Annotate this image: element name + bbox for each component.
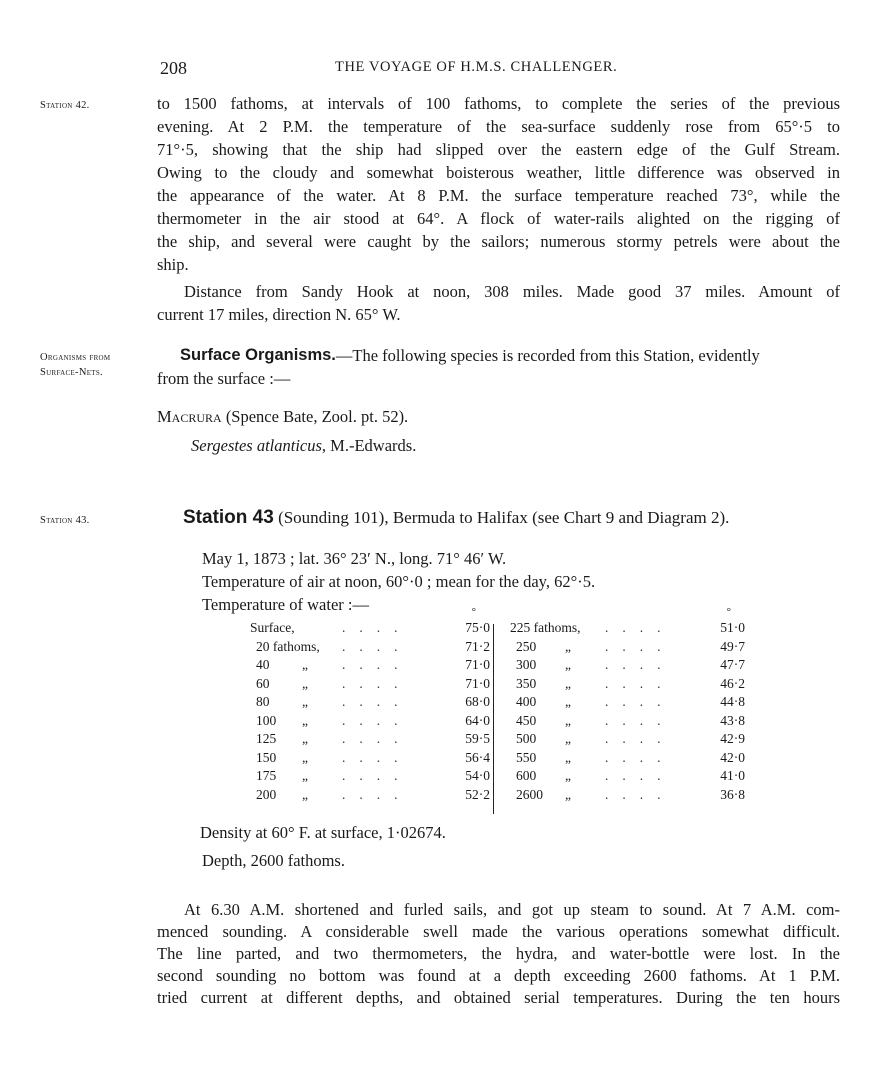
temperature-unit: „ — [565, 731, 571, 746]
para1-line: 71°·5, showing that the ship had slipped over the eastern edge of the Gulf Stream. — [157, 140, 840, 159]
temperature-unit: „ — [565, 712, 571, 728]
temperature-row — [510, 657, 745, 676]
temperature-unit: „ — [565, 768, 571, 783]
station-43-heading — [183, 507, 843, 529]
surface-organisms-line-2: from the surface :— — [157, 369, 291, 388]
page-number: 208 — [160, 58, 187, 78]
leader-dots: .... — [342, 731, 412, 746]
species-line — [191, 436, 416, 456]
temperature-depth: 300 — [516, 657, 537, 672]
temperature-value: 42·0 — [720, 749, 745, 765]
temperature-unit: „ — [302, 786, 308, 802]
temperature-depth: 250 — [516, 638, 537, 654]
temperature-unit: „ — [565, 786, 571, 802]
leader-dots: .... — [342, 657, 412, 672]
temperature-depth: 350 — [516, 675, 537, 691]
para1-line: to 1500 fathoms, at intervals of 100 fathoms, to complete the series of the previous — [157, 94, 840, 113]
temperature-unit: „ — [565, 638, 571, 654]
temperature-unit: „ — [565, 657, 571, 672]
temperature-depth: Surface, — [250, 620, 295, 635]
station-43-air-temp: Temperature of air at noon, 60°·0 ; mean for the day, 62°·5. — [202, 572, 596, 591]
leader-dots: .... — [605, 712, 675, 728]
margin-note-line: Organisms from — [40, 352, 111, 363]
temperature-depth: 500 — [516, 731, 537, 746]
temperature-column-right — [510, 606, 745, 805]
temperature-value: 64·0 — [465, 712, 490, 728]
station-43-density: Density at 60° F. at surface, 1·02674. — [200, 823, 446, 842]
page-header — [160, 58, 660, 80]
station-43-title: Station 43 — [183, 507, 274, 528]
temperature-row — [250, 713, 490, 732]
temperature-row — [250, 639, 490, 658]
surface-organisms-heading: Surface Organisms. — [180, 346, 336, 364]
temperature-depth: 80 — [256, 694, 270, 709]
temperature-unit: „ — [565, 749, 571, 765]
temperature-row — [250, 768, 490, 787]
temperature-row — [510, 768, 745, 787]
para1-line: Owing to the cloudy and somewhat boisterous weather, little difference was observed in — [157, 163, 840, 182]
temperature-row — [510, 750, 745, 769]
leader-dots: .... — [605, 731, 675, 746]
temperature-depth: 400 — [516, 694, 537, 709]
leader-dots: .... — [605, 638, 675, 654]
para1-line: evening. At 2 P.M. the temperature of the sea-surface suddenly rose from 65°·5 to — [157, 117, 840, 136]
temperature-row — [510, 713, 745, 732]
temperature-value: 47·7 — [720, 657, 745, 672]
temperature-column-left — [250, 606, 490, 805]
temperature-value: 52·2 — [465, 786, 490, 802]
running-title: THE VOYAGE OF H.M.S. CHALLENGER. — [335, 59, 618, 75]
temperature-depth: 600 — [516, 768, 537, 783]
margin-note-line: Surface-Nets. — [40, 367, 103, 378]
temperature-unit: „ — [302, 675, 308, 691]
temperature-row — [250, 787, 490, 806]
temperature-depth: 60 — [256, 675, 270, 691]
margin-note-organisms — [40, 350, 110, 380]
temperature-row — [510, 694, 745, 713]
station-43-depth: Depth, 2600 fathoms. — [202, 851, 345, 870]
leader-dots: .... — [605, 768, 675, 783]
para2-line: Distance from Sandy Hook at noon, 308 miles. Made good 37 miles. Amount of — [184, 282, 840, 301]
temperature-value: 51·0 — [720, 620, 745, 635]
temperature-depth: 225 fathoms, — [510, 620, 581, 635]
leader-dots: .... — [605, 786, 675, 802]
leader-dots: .... — [342, 638, 412, 654]
temperature-depth: 200 — [256, 786, 277, 802]
para1-line: thermometer in the air stood at 64°. A flock of water-rails alighted on the rigging of — [157, 209, 840, 228]
temperature-depth: 450 — [516, 712, 537, 728]
leader-dots: .... — [342, 712, 412, 728]
macrura-group: Macrura — [157, 407, 222, 426]
para3-line: At 6.30 A.M. shortened and furled sails, and got up steam to sound. At 7 A.M. com- — [184, 900, 840, 919]
station-43-subtitle: (Sounding 101), Bermuda to Halifax (see Chart 9 and Diagram 2). — [273, 508, 730, 527]
temperature-value: 42·9 — [720, 731, 745, 746]
macrura-line — [157, 407, 408, 427]
temperature-table — [250, 606, 750, 820]
margin-note-station-43: Station 43. — [40, 515, 90, 526]
temperature-row — [510, 731, 745, 750]
temperature-row — [510, 787, 745, 806]
leader-dots: .... — [605, 657, 675, 672]
para3-line: The line parted, and two thermometers, the hydra, and water-bottle were lost. In the — [157, 944, 840, 963]
temperature-value: 68·0 — [465, 694, 490, 709]
temperature-value: 41·0 — [720, 768, 745, 783]
temperature-row — [510, 676, 745, 695]
leader-dots: .... — [342, 620, 412, 635]
leader-dots: .... — [605, 620, 675, 635]
station-43-date: May 1, 1873 ; lat. 36° 23′ N., long. 71° 46′ W. — [202, 549, 507, 568]
temperature-value: 71·0 — [465, 675, 490, 691]
leader-dots: .... — [605, 749, 675, 765]
para2-line: current 17 miles, direction N. 65° W. — [157, 305, 401, 324]
temperature-row — [250, 606, 490, 639]
species-authority: , M.-Edwards. — [321, 436, 417, 455]
temperature-depth: 175 — [256, 768, 277, 783]
table-divider — [493, 624, 494, 814]
temperature-value: 44·8 — [720, 694, 745, 709]
temperature-unit: „ — [302, 657, 308, 672]
leader-dots: .... — [342, 768, 412, 783]
temperature-value: 71·0 — [465, 657, 490, 672]
leader-dots: .... — [605, 694, 675, 709]
para3-line: second sounding no bottom was found at a depth exceeding 2600 fathoms. At 1 P.M. — [157, 966, 840, 985]
para1-line: the appearance of the water. At 8 P.M. the surface temperature reached 73°, while the — [157, 186, 840, 205]
para3-line: tried current at different depths, and obtained serial temperatures. During the ten hours — [157, 988, 840, 1007]
margin-note-station-42: Station 42. — [40, 100, 90, 111]
temperature-row — [250, 694, 490, 713]
temperature-depth: 125 — [256, 731, 277, 746]
degree-mark: ° — [471, 606, 476, 618]
temperature-value: 56·4 — [465, 749, 490, 765]
temperature-depth: 20 fathoms, — [256, 638, 320, 654]
temperature-unit: „ — [302, 749, 308, 765]
surface-organisms-text: —The following species is recorded from this Station, evidently — [335, 346, 760, 365]
temperature-value: 43·8 — [720, 712, 745, 728]
temperature-unit: „ — [302, 768, 308, 783]
leader-dots: .... — [342, 675, 412, 691]
degree-mark: ° — [726, 606, 731, 618]
temperature-value: 36·8 — [720, 786, 745, 802]
temperature-unit: „ — [565, 694, 571, 709]
leader-dots: .... — [605, 675, 675, 691]
temperature-unit: „ — [302, 712, 308, 728]
leader-dots: .... — [342, 694, 412, 709]
temperature-row — [250, 750, 490, 769]
temperature-depth: 2600 — [516, 786, 543, 802]
temperature-depth: 550 — [516, 749, 537, 765]
leader-dots: .... — [342, 786, 412, 802]
temperature-unit: „ — [302, 694, 308, 709]
temperature-unit: „ — [565, 675, 571, 691]
temperature-value: 46·2 — [720, 675, 745, 691]
temperature-depth: 150 — [256, 749, 277, 765]
temperature-value: 75·0 — [465, 620, 490, 635]
temperature-row — [510, 606, 745, 639]
temperature-depth: 100 — [256, 712, 277, 728]
para1-line: ship. — [157, 255, 189, 274]
para1-line: the ship, and several were caught by the sailors; numerous stormy petrels were about the — [157, 232, 840, 251]
temperature-value: 49·7 — [720, 638, 745, 654]
temperature-depth: 40 — [256, 657, 270, 672]
station-43-water-temp-label: Temperature of water :— — [202, 595, 369, 614]
temperature-row — [250, 676, 490, 695]
macrura-reference: (Spence Bate, Zool. pt. 52). — [221, 407, 409, 426]
surface-organisms-line-1 — [180, 346, 840, 366]
temperature-row — [250, 731, 490, 750]
temperature-row — [250, 657, 490, 676]
temperature-unit: „ — [302, 731, 308, 746]
temperature-value: 59·5 — [465, 731, 490, 746]
leader-dots: .... — [342, 749, 412, 765]
temperature-row — [510, 639, 745, 658]
temperature-value: 71·2 — [465, 638, 490, 654]
temperature-value: 54·0 — [465, 768, 490, 783]
species-name: Sergestes atlanticus — [191, 436, 322, 455]
para3-line: menced sounding. A considerable swell made the various operations somewhat difficult. — [157, 922, 840, 941]
